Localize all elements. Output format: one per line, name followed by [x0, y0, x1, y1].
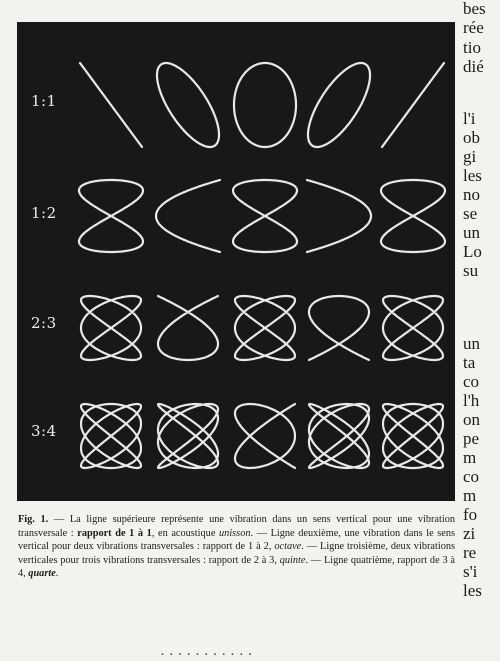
right-column-line: on — [463, 410, 480, 429]
lissajous-curve — [383, 404, 443, 468]
right-column-line: m — [463, 448, 477, 467]
right-column-line: les — [463, 166, 482, 185]
right-column-line: un — [463, 334, 480, 353]
right-column-line: re — [463, 543, 477, 562]
lissajous-curve — [309, 404, 369, 468]
right-column-line: dié — [463, 57, 484, 76]
right-column-line: no — [463, 185, 480, 204]
right-column-line: co — [463, 372, 480, 391]
caption-text: rapport de 1 à 1 — [77, 527, 152, 539]
right-column-line: s'i — [463, 562, 478, 581]
caption-text: . — Ligne deuxième, une vibration dans le sens vertical pour deux vibrations transversales : rapport de 1 à 2, — [18, 527, 456, 553]
ratio-label-2-3: 2:3 — [31, 314, 57, 332]
lissajous-curve — [79, 180, 143, 252]
lissajous-curve — [158, 404, 218, 468]
right-column-text — [463, 0, 500, 661]
right-column-line: bes — [463, 0, 486, 18]
ratio-label-1-2: 1:2 — [31, 204, 57, 222]
lissajous-curve — [81, 404, 141, 468]
caption-text: . — Ligne quatrième, rapport de 3 à 4, — [18, 554, 456, 580]
lissajous-curve — [307, 180, 371, 252]
lissajous-curve — [156, 180, 220, 252]
right-column-line: un — [463, 223, 480, 242]
caption-term-quarte: quarte — [28, 568, 56, 580]
lissajous-curve — [81, 296, 141, 360]
bottom-text-fragment: · · · · · · · · · · · — [160, 647, 253, 661]
right-column-line: rée — [463, 18, 484, 37]
right-column-line: gi — [463, 147, 477, 166]
lissajous-curve — [158, 296, 218, 360]
ratio-label-3-4: 3:4 — [31, 422, 57, 440]
lissajous-curve — [234, 63, 296, 147]
right-column-line: su — [463, 261, 479, 280]
right-column-line: pe — [463, 429, 480, 448]
lissajous-curve — [235, 404, 295, 468]
lissajous-curve — [235, 296, 295, 360]
right-column-line: ob — [463, 128, 480, 147]
lissajous-curve — [308, 63, 370, 147]
caption-term-quinte: quinte — [279, 554, 306, 566]
right-column-line: ta — [463, 353, 476, 372]
right-column-line: se — [463, 204, 478, 223]
lissajous-curve — [382, 63, 444, 147]
right-column-line: zi — [463, 524, 476, 543]
right-column-line: tio — [463, 38, 481, 57]
caption-term-octave: octave — [274, 541, 302, 553]
lissajous-curve — [381, 180, 445, 252]
right-column-line: m — [463, 486, 477, 505]
caption-text: . — [55, 568, 59, 580]
right-column-line: fo — [463, 505, 478, 524]
right-column-line: l'i — [463, 109, 476, 128]
lissajous-curve — [157, 63, 219, 147]
lissajous-curve — [309, 296, 369, 360]
lissajous-curves — [17, 22, 455, 501]
caption-text: , en acoustique — [151, 527, 220, 539]
ratio-label-1-1: 1:1 — [31, 92, 57, 110]
right-column-line: co — [463, 467, 480, 486]
lissajous-curve — [233, 180, 297, 252]
lissajous-curve — [383, 296, 443, 360]
caption-fig-label: Fig. 1. — [18, 514, 49, 525]
figure-caption — [18, 513, 455, 581]
right-column-line: Lo — [463, 242, 482, 261]
lissajous-figure-plate — [17, 22, 455, 501]
right-column-line: l'h — [463, 391, 480, 410]
caption-text: — La ligne supérieure représente une vibration dans un sens vertical pour une vibration transversale : — [18, 514, 455, 539]
right-column-line: les — [463, 581, 482, 600]
caption-text: . — Ligne troisième, deux vibrations verticales pour trois vibrations transversales : rapport de 2 à 3, — [18, 541, 455, 566]
caption-term-unisson: unisson — [219, 527, 251, 539]
lissajous-curve — [80, 63, 142, 147]
